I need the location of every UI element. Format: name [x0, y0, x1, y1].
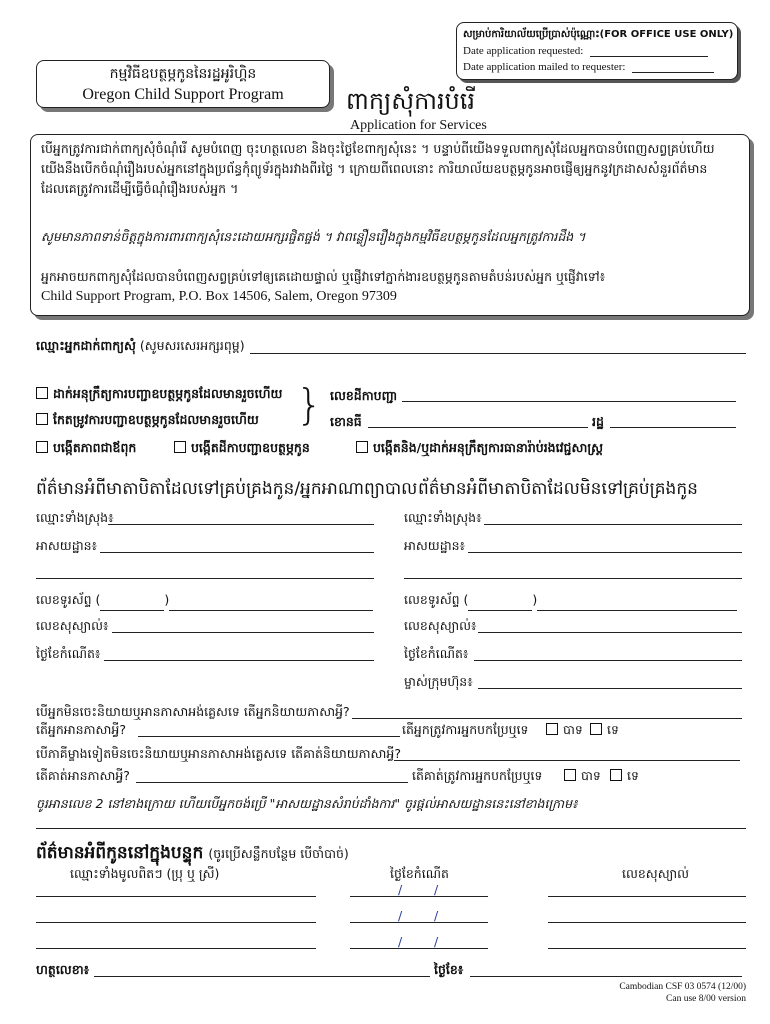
form-version: Can use 8/00 version [666, 994, 746, 1004]
noncustodial-employer-field[interactable] [478, 688, 742, 689]
checkbox-interpreter-yes[interactable] [546, 723, 558, 735]
program-name-khmer: កម្មវិធីឧបត្ថម្ភកូននៃរដ្ឋអូរិហ្គិន [109, 66, 257, 82]
other-language-read-field[interactable] [136, 782, 408, 783]
date-requested-field[interactable] [590, 56, 708, 57]
form-id: Cambodian CSF 03 0574 (12/00) [619, 982, 746, 992]
instructions-paragraph-3: អ្នកអាចយកពាក្យសុំដែលបានបំពេញសព្វគ្រប់ទៅឲ្យគេដោយផ្ទាល់ ឬផ្ញើវាទៅភ្នាក់ងារឧបត្ថម្ភកូនតាមតំបន់របស់អ្នក ឬផ្ញើវាទៅ៖ [41, 269, 606, 284]
interpreter-no[interactable]: ទេ [590, 722, 619, 741]
date-mailed-field[interactable] [632, 72, 714, 73]
option-paternity[interactable]: បង្កើតភាពជាឪពុក [36, 440, 136, 459]
right-brace-icon: } [296, 380, 323, 429]
noncustodial-name-field[interactable] [484, 524, 742, 525]
noncustodial-ssn-field[interactable] [478, 632, 742, 633]
checkbox-other-interpreter-yes[interactable] [564, 769, 576, 781]
children-col-ssn: លេខសុស្យាល់ [622, 866, 690, 881]
child-3-dob-slash: / / [398, 934, 439, 949]
form-title-khmer: ពាក្យសុំការបំរើ [346, 87, 476, 115]
noncustodial-ssn-label: លេខសុស្យាល់៖ [404, 618, 477, 633]
children-heading [36, 842, 349, 867]
child-1-ssn-field[interactable] [548, 896, 746, 897]
noncustodial-name-label: ឈ្មោះទាំងស្រុង៖ [404, 510, 482, 525]
noncustodial-address-field[interactable] [468, 552, 742, 553]
children-col-name: ឈ្មោះទាំងមូលពិតៗ (ប្រុ ឬ ស្រី) [70, 866, 220, 881]
custodial-address-field-2[interactable] [36, 578, 374, 579]
county-label: ខោនធី [330, 414, 362, 429]
checkbox-other-interpreter-no[interactable] [610, 769, 622, 781]
noncustodial-area-code-field[interactable] [468, 610, 532, 611]
custodial-address-field[interactable] [100, 552, 374, 553]
option-establish-order[interactable]: បង្កើតដីកាបញ្ជាឧបត្ថម្ភកូន [174, 440, 310, 459]
other-language-speak-label: បើភាគីម្ខាងទៀតមិនចេះនិយាយឬអានភាសាអង់គ្លេសទេ តើគាត់និយាយភាសាអ្វី? [36, 746, 401, 761]
custodial-dob-field[interactable] [104, 660, 374, 661]
mailing-address-field[interactable] [36, 828, 746, 829]
signature-field[interactable] [94, 976, 430, 977]
checkbox-modify-order[interactable] [36, 413, 48, 425]
mailing-address-note: ចូរអានលេខ 2 នៅខាងក្រោយ ហើយបើអ្នកចង់ប្រើ "អាសយដ្ឋានសំរាប់ដាំងការ" ចូរផ្តល់អាសយដ្ឋាននេះនៅខាងក្រោម៖ [36, 796, 578, 811]
office-use-title: សម្រាប់ការិយាល័យប្រើប្រាស់ប៉ុណ្ណោះ(FOR OFFICE USE ONLY) [463, 29, 734, 40]
state-field[interactable] [610, 427, 736, 428]
applicant-name-hint: (សូមសរសេរអក្សរពុម្ព) [139, 338, 245, 353]
checkbox-medical[interactable] [356, 441, 368, 453]
other-language-read-label: តើគាត់អានភាសាអ្វី? [36, 768, 130, 783]
option-modify-order[interactable]: កែតម្រូវការបញ្ជាឧបត្ថម្ភកូនដែលមានរួចហើយ [36, 412, 259, 431]
instructions-paragraph-2: សូមមានភាពទាន់ចិត្តក្នុងការពារពាក្យសុំនេះដោយអក្សរផ្ចិតផ្ចង់ ។ វាពន្លឿនរឿងក្នុងកម្មវិធីឧបត្ថម្ភកូនដែលអ្នកត្រូវការដឹង ។ [41, 229, 586, 244]
other-interpreter-yes[interactable]: បាទ [564, 768, 601, 787]
children-heading-label: ព័ត៌មានអំពីកូននៅក្នុងបន្ទុក [36, 843, 204, 863]
noncustodial-heading: ព័ត៌មានអំពីមាតាបិតាដែលមិនទៅគ្រប់គ្រងកូន [418, 479, 698, 499]
noncustodial-address-field-2[interactable] [404, 578, 742, 579]
interpreter-question: តើអ្នកត្រូវការអ្នកបកប្រែឬទេ [402, 722, 529, 737]
custodial-phone-field[interactable] [169, 610, 373, 611]
child-2-ssn-field[interactable] [548, 922, 746, 923]
custodial-heading: ព័ត៌មានអំពីមាតាបិតាដែលទៅគ្រប់គ្រងកូន/អ្នកអាណាព្យាបាល [36, 479, 418, 499]
program-name-english: Oregon Child Support Program [82, 86, 284, 103]
child-1-name-field[interactable] [36, 896, 316, 897]
applicant-name-row [36, 338, 245, 357]
signature-date-label: ថ្ងៃខែ៖ [434, 962, 464, 977]
custodial-address-label: អាសយដ្ឋាន៖ [36, 538, 98, 553]
noncustodial-phone-label: លេខទូរស័ព្ទ ( ) [404, 592, 737, 611]
option-enforce-order[interactable]: ដាក់អនុក្រឹត្យការបញ្ជាឧបត្ថម្ភកូនដែលមានរួចហើយ [36, 386, 282, 405]
applicant-name-label: ឈ្មោះអ្នកដាក់ពាក្យសុំ [36, 338, 136, 353]
signature-date-field[interactable] [470, 976, 742, 977]
language-read-field[interactable] [138, 736, 400, 737]
custodial-area-code-field[interactable] [100, 610, 164, 611]
language-speak-label: បើអ្នកមិនចេះនិយាយឬអានភាសាអង់គ្លេសទេ តើអ្នកនិយាយភាសាអ្វី? [36, 704, 350, 719]
checkbox-paternity[interactable] [36, 441, 48, 453]
office-use-box [456, 22, 738, 80]
county-field[interactable] [368, 427, 588, 428]
custodial-name-field[interactable] [108, 524, 374, 525]
interpreter-yes[interactable]: បាទ [546, 722, 583, 741]
custodial-ssn-field[interactable] [112, 632, 374, 633]
signature-label: ហត្ថលេខា៖ [36, 962, 90, 977]
state-label: រដ្ឋ [592, 414, 604, 429]
children-heading-hint: (ចូរប្រើសន្លឹកបន្ថែម បើចាំបាច់) [208, 846, 349, 861]
other-language-speak-field[interactable] [394, 760, 740, 761]
noncustodial-employer-label: ម្ចាស់ក្រុមហ៊ុន៖ [404, 674, 473, 689]
custodial-ssn-label: លេខសុស្យាល់៖ [36, 618, 109, 633]
checkbox-enforce-order[interactable] [36, 387, 48, 399]
program-box [36, 60, 330, 108]
language-speak-field[interactable] [352, 718, 742, 719]
date-requested-label: Date application requested: [463, 45, 584, 57]
custodial-dob-label: ថ្ងៃខែកំណើត៖ [36, 646, 101, 661]
child-2-dob-slash: / / [398, 908, 439, 923]
noncustodial-address-label: អាសយដ្ឋាន៖ [404, 538, 466, 553]
checkbox-establish-order[interactable] [174, 441, 186, 453]
children-col-dob: ថ្ងៃខែកំណើត [390, 866, 449, 881]
other-interpreter-question: តើគាត់ត្រូវការអ្នកបកប្រែឬទេ [412, 768, 543, 783]
date-mailed-label: Date application mailed to requester: [463, 61, 626, 73]
noncustodial-dob-label: ថ្ងៃខែកំណើត៖ [404, 646, 469, 661]
mailing-address: Child Support Program, P.O. Box 14506, Salem, Oregon 97309 [41, 289, 397, 304]
case-number-field[interactable] [402, 401, 736, 402]
case-number-label: លេខដីកាបញ្ជា [330, 388, 398, 403]
other-interpreter-no[interactable]: ទេ [610, 768, 639, 787]
date-mailed-row [463, 61, 714, 73]
option-medical[interactable]: បង្កើតនិង/ឬដាក់អនុក្រឹត្យការធានារ៉ាប់រងវេជ្ជសាស្ត្រ [356, 440, 603, 459]
custodial-phone-label: លេខទូរស័ព្ទ ( ) [36, 592, 373, 611]
noncustodial-dob-field[interactable] [474, 660, 742, 661]
checkbox-interpreter-no[interactable] [590, 723, 602, 735]
language-read-label: តើអ្នកអានភាសាអ្វី? [36, 722, 126, 737]
instructions-box [30, 134, 750, 316]
child-3-ssn-field[interactable] [548, 948, 746, 949]
date-requested-row [463, 45, 708, 57]
child-1-dob-slash: / / [398, 882, 439, 897]
child-2-name-field[interactable] [36, 922, 316, 923]
form-title-english: Application for Services [350, 118, 487, 133]
applicant-name-field[interactable] [250, 353, 746, 354]
noncustodial-phone-field[interactable] [537, 610, 737, 611]
instructions-paragraph-1: បើអ្នកត្រូវការជាក់ពាក្យសុំចំណុំរើ សូមបំពេញ ចុះហត្ថលេខា និងចុះថ្ងៃខែពាក្យសុំនេះ ។ បន្ទាប់ពីយើងទទួលពាក្យសុំដែលអ្នកបានបំពេញសព្វគ្រប់ហើយ យើងនឹងបើកចំណុំរឿងរបស់អ្នកនៅក្នុងប្រព័ន្ធកុំព្យូទ័រក្នុងរវាងពីរថ្ងៃ ។ ក្រោយពីពេលនោះ ការិយាល័យឧបត្ថម្ភកូនអាចផ្ញើឲ្យអ្នកនូវក្រដាសសំនួរព័ត៌មានដែលគេត្រូវការដើម្បីធ្វើចំណុំរឿងរបស់អ្នក ។ [41, 141, 715, 196]
child-3-name-field[interactable] [36, 948, 316, 949]
custodial-name-label: ឈ្មោះទាំងស្រុង៖ [36, 510, 114, 525]
